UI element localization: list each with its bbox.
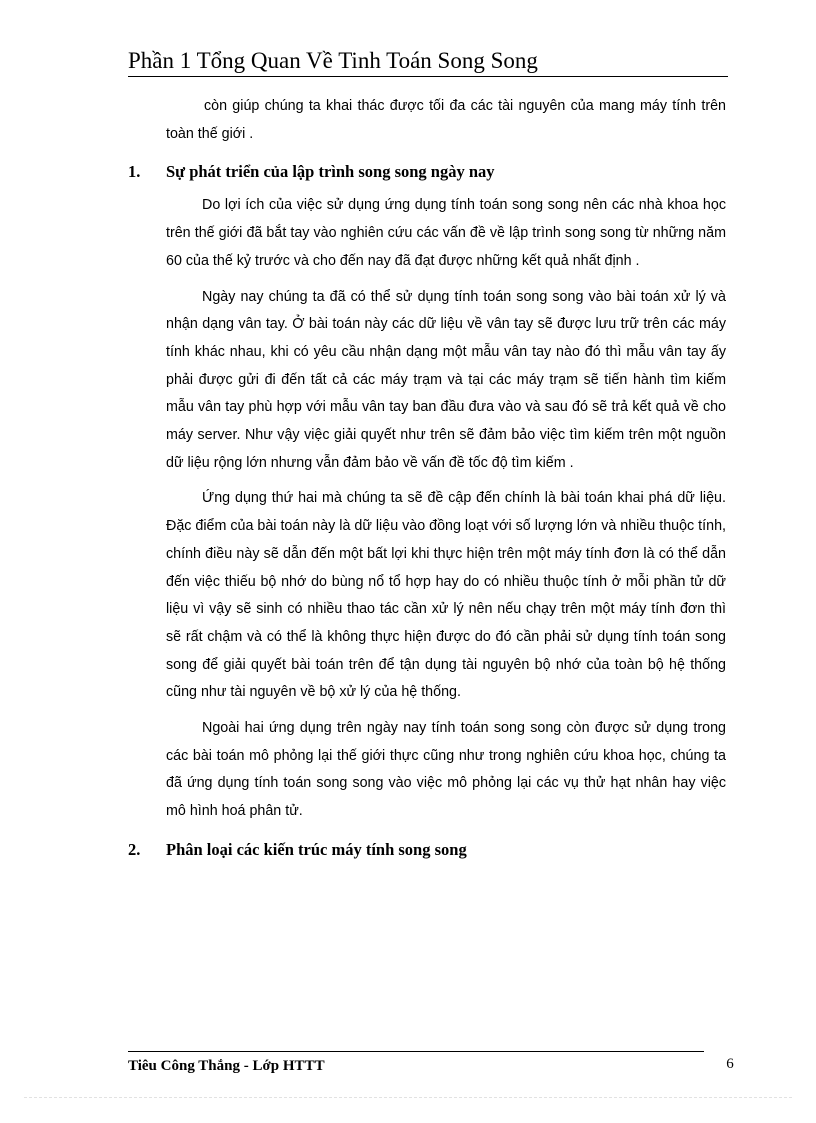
- section-2-title: Phân loại các kiến trúc máy tính song song: [166, 839, 467, 859]
- footer-author: Tiêu Công Thắng - Lớp HTTT: [128, 1058, 325, 1074]
- page-body: [128, 93, 726, 872]
- section-2-heading: [128, 836, 726, 864]
- paragraph-data-mining: Ứng dụng thứ hai mà chúng ta sẽ đề cập đến chính là bài toán khai phá dữ liệu. Đặc điểm của bài toán này là dữ liệu vào đồng loạt với số lượng lớn và nhiều thuộc tính, chính điều này sẽ dẫn đến một bất lợi khi thực hiện trên một máy tính đơn là có thể dẫn đến việc thiếu bộ nhớ do bùng nổ tổ hợp hay do có nhiều thuộc tính ở mỗi phần tử dữ liệu vì vậy sẽ sinh có nhiều thao tác cần xử lý nên nếu chạy trên một máy tính đơn thì sẽ rất chậm và có thể là không thực hiện được do đó cần phải sử dụng tính toán song song để giải quyết bài toán trên để tận dụng tài nguyên bộ nhớ của toàn bộ hệ thống cũng như tài nguyên về bộ xử lý của hệ thống.: [166, 490, 726, 701]
- intro-paragraph: còn giúp chúng ta khai thác được tối đa các tài nguyên của mang máy tính trên toàn thế giới .: [166, 98, 726, 142]
- paragraph-research: Do lợi ích của việc sử dụng ứng dụng tính toán song song nên các nhà khoa học trên thế giới đã bắt tay vào nghiên cứu các vấn đề về lập trình song song từ những năm 60 của thế kỷ trước và cho đến nay đã đạt được những kết quả nhất định .: [166, 197, 726, 269]
- section-1-title: Sự phát triển của lập trình song song ngày nay: [166, 162, 495, 182]
- footer-divider: [128, 1051, 704, 1052]
- page-boundary: [24, 1097, 792, 1098]
- paragraph-fingerprint: Ngày nay chúng ta đã có thể sử dụng tính toán song song vào bài toán xử lý và nhận dạng vân tay. Ở bài toán này các dữ liệu về vân tay sẽ được lưu trữ trên các máy tính khác nhau, khi có yêu cầu nhận dạng một mẫu vân tay nào đó thì mẫu vân tay ấy phải được gửi đi đến tất cả các máy trạm và tại các máy trạm sẽ tiến hành tìm kiếm mẫu vân tay phù hợp với mẫu vân tay ban đầu đưa vào và sau đó sẽ trả kết quả về cho máy server. Như vậy việc giải quyết như trên sẽ đảm bảo việc tìm kiếm trên một nguồn dữ liệu rộng lớn nhưng vẫn đảm bảo về vấn đề tốc độ tìm kiếm .: [166, 288, 726, 471]
- section-1-heading: [128, 158, 726, 186]
- page-header-title: Phần 1 Tổng Quan Về Tinh Toán Song Song: [128, 48, 538, 73]
- paragraph-simulation: Ngoài hai ứng dụng trên ngày nay tính toán song song còn được sử dụng trong các bài toán mô phỏng lại thế giới thực cũng như trong nghiên cứu khoa học, chúng ta đã ứng dụng tính toán song song vào việc mô phỏng lại các vụ thử hạt nhân hay việc mô hình hoá phân tử.: [166, 720, 726, 820]
- header-divider: [128, 76, 728, 77]
- section-1-number: 1.: [128, 162, 141, 182]
- page-number: 6: [726, 1056, 734, 1072]
- section-2-number: 2.: [128, 839, 141, 859]
